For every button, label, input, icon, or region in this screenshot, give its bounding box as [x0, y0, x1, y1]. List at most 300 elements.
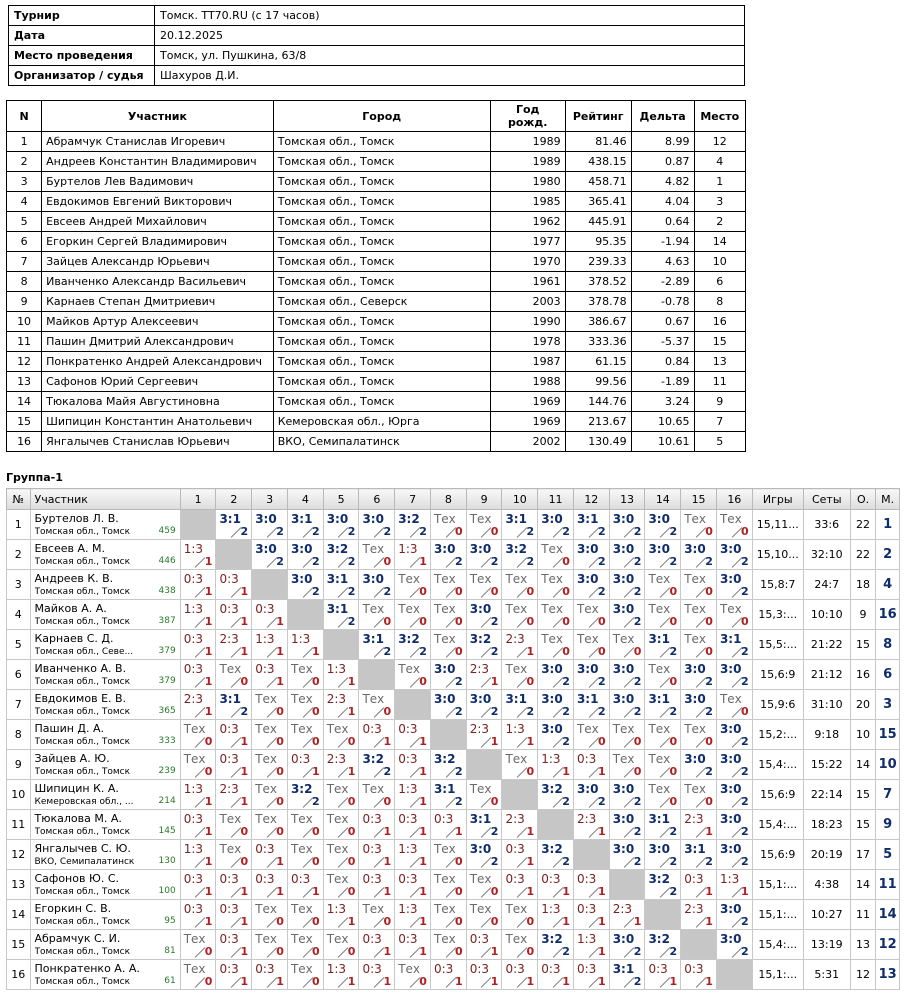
participant-cell: -2.89	[631, 272, 694, 292]
grid-row-place: 8	[876, 630, 900, 660]
match-points: 0	[705, 735, 713, 748]
diagonal-cell	[681, 930, 717, 960]
match-cell	[573, 720, 609, 750]
participants-header: Дельта	[631, 101, 694, 132]
match-points: 0	[240, 855, 249, 868]
match-cell	[681, 660, 717, 690]
participant-cell: 99.56	[565, 372, 631, 392]
match-score: 0:3	[255, 602, 275, 616]
match-cell	[287, 510, 323, 540]
participant-cell: 13	[7, 372, 42, 392]
grid-row-sets: 18:23	[803, 810, 850, 840]
match-score: Тех	[183, 752, 206, 766]
match-cell	[538, 630, 574, 660]
diagonal-cell	[573, 840, 609, 870]
grid-row-games: 15,11...	[752, 510, 803, 540]
grid-row-player	[30, 870, 180, 900]
match-score: 3:2	[541, 932, 563, 946]
match-points: 2	[669, 645, 678, 658]
match-score: 0:3	[183, 632, 203, 646]
match-cell	[645, 510, 681, 540]
grid-row-player	[30, 810, 180, 840]
participant-cell: 8.99	[631, 132, 694, 152]
grid-row-points: 15	[850, 810, 876, 840]
match-points: 1	[276, 615, 284, 628]
participant-cell: 10.65	[631, 412, 694, 432]
match-points: 2	[741, 765, 749, 778]
grid-row-games: 15,1:...	[752, 870, 803, 900]
match-cell	[287, 720, 323, 750]
match-points: 2	[669, 885, 678, 898]
match-cell	[430, 960, 466, 990]
player-rating: 379	[158, 646, 176, 656]
match-cell	[287, 900, 323, 930]
match-score: 0:3	[362, 962, 382, 976]
match-points: 0	[204, 765, 213, 778]
match-cell	[466, 840, 502, 870]
grid-header-name: Участник	[30, 489, 180, 510]
match-score: Тех	[290, 842, 313, 856]
match-score: Тех	[505, 662, 528, 676]
match-score: 1:3	[183, 782, 203, 796]
match-cell	[609, 660, 645, 690]
participant-cell: 8	[7, 272, 42, 292]
match-score: 3:0	[612, 662, 635, 676]
match-score: 3:1	[290, 512, 313, 526]
match-score: 0:3	[576, 752, 597, 766]
match-points: 2	[455, 705, 463, 718]
match-cell	[466, 510, 502, 540]
match-cell	[395, 930, 431, 960]
participant-cell: ВКО, Семипалатинск	[273, 432, 490, 452]
match-points: 2	[419, 525, 427, 538]
match-points: 2	[741, 735, 749, 748]
match-score: 3:2	[541, 782, 563, 796]
match-cell	[359, 900, 395, 930]
player-rating: 214	[158, 796, 176, 806]
match-score: 2:3	[469, 722, 489, 736]
match-cell	[502, 600, 538, 630]
match-score: Тех	[576, 632, 599, 646]
player-name: Сафонов Ю. С.	[34, 872, 120, 885]
match-cell	[323, 930, 359, 960]
match-score: 3:0	[612, 572, 635, 586]
match-points: 2	[633, 675, 642, 688]
match-score: 3:0	[612, 932, 635, 946]
match-cell	[323, 810, 359, 840]
match-score: Тех	[612, 632, 635, 646]
participant-cell: 1978	[490, 332, 565, 352]
match-points: 1	[598, 975, 606, 988]
grid-header-sets: Сеты	[803, 489, 850, 510]
match-score: Тех	[255, 752, 278, 766]
grid-row-num: 10	[7, 780, 31, 810]
info-key: Организатор / судья	[9, 66, 155, 86]
match-cell	[395, 960, 431, 990]
match-cell	[323, 510, 359, 540]
match-points: 1	[347, 705, 356, 718]
match-points: 2	[562, 795, 570, 808]
match-cell	[216, 750, 252, 780]
match-score: Тех	[648, 602, 671, 616]
match-score: 3:0	[541, 662, 563, 676]
match-cell	[216, 780, 252, 810]
grid-row-place: 12	[876, 930, 900, 960]
match-cell	[359, 870, 395, 900]
player-rating: 95	[164, 916, 176, 926]
match-score: 0:3	[541, 962, 561, 976]
match-score: Тех	[684, 512, 707, 526]
match-cell	[323, 780, 359, 810]
match-score: Тех	[433, 572, 456, 586]
match-points: 2	[347, 525, 356, 538]
grid-row-games: 15,2:...	[752, 720, 803, 750]
diagonal-cell	[609, 870, 645, 900]
match-points: 2	[633, 975, 642, 988]
match-points: 1	[347, 675, 356, 688]
match-cell	[252, 750, 288, 780]
match-score: 3:0	[433, 692, 456, 706]
grid-header-col: 14	[645, 489, 681, 510]
grid-row	[7, 810, 900, 840]
participant-cell: Карнаев Степан Дмитриевич	[42, 292, 274, 312]
match-points: 0	[455, 855, 463, 868]
match-points: 2	[598, 675, 606, 688]
match-cell	[287, 960, 323, 990]
match-score: Тех	[433, 902, 456, 916]
match-cell	[180, 840, 216, 870]
match-score: 1:3	[576, 932, 597, 946]
participant-row	[7, 332, 746, 352]
match-score: Тех	[398, 662, 421, 676]
match-cell	[645, 540, 681, 570]
match-score: 2:3	[326, 692, 346, 706]
match-score: 0:3	[398, 722, 418, 736]
match-points: 2	[633, 615, 642, 628]
match-score: 0:3	[684, 962, 704, 976]
participant-cell: 14	[7, 392, 42, 412]
match-score: Тех	[362, 542, 385, 556]
match-points: 0	[741, 615, 749, 628]
match-cell	[323, 690, 359, 720]
match-points: 1	[562, 915, 570, 928]
match-score: 3:1	[576, 692, 599, 706]
match-points: 0	[204, 735, 213, 748]
match-score: 0:3	[362, 722, 382, 736]
match-score: Тех	[290, 932, 313, 946]
diagonal-cell	[180, 510, 216, 540]
grid-row-place: 7	[876, 780, 900, 810]
match-points: 1	[204, 675, 213, 688]
match-points: 2	[633, 585, 642, 598]
match-cell	[681, 570, 717, 600]
match-cell	[430, 750, 466, 780]
match-score: Тех	[719, 602, 742, 616]
diagonal-cell	[645, 900, 681, 930]
match-cell	[287, 930, 323, 960]
participant-cell: Томская обл., Томск	[273, 212, 490, 232]
grid-row	[7, 600, 900, 630]
participant-row	[7, 132, 746, 152]
match-cell	[180, 660, 216, 690]
match-cell	[395, 810, 431, 840]
match-points: 0	[526, 615, 535, 628]
match-score: 1:3	[398, 542, 418, 556]
match-points: 1	[419, 795, 427, 808]
grid-row-place: 3	[876, 690, 900, 720]
match-cell	[395, 660, 431, 690]
grid-row	[7, 930, 900, 960]
match-points: 0	[669, 735, 678, 748]
participant-cell: Егоркин Сергей Владимирович	[42, 232, 274, 252]
match-points: 0	[276, 825, 284, 838]
match-cell	[430, 630, 466, 660]
match-points: 2	[705, 765, 713, 778]
match-cell	[430, 690, 466, 720]
match-cell	[609, 780, 645, 810]
match-score: Тех	[541, 632, 564, 646]
grid-row-player	[30, 960, 180, 990]
participants-header: Год рожд.	[490, 101, 565, 132]
match-cell	[287, 690, 323, 720]
match-score: 3:0	[684, 692, 706, 706]
match-cell	[609, 510, 645, 540]
grid-row-num: 1	[7, 510, 31, 540]
match-cell	[180, 750, 216, 780]
match-score: 3:0	[719, 542, 742, 556]
match-cell	[323, 540, 359, 570]
match-cell	[609, 720, 645, 750]
participant-cell: Томская обл., Томск	[273, 332, 490, 352]
match-score: 0:3	[505, 842, 525, 856]
match-score: Тех	[433, 932, 456, 946]
match-points: 0	[347, 855, 356, 868]
participant-cell: 0.67	[631, 312, 694, 332]
match-points: 2	[419, 645, 427, 658]
participant-row	[7, 152, 746, 172]
match-cell	[502, 630, 538, 660]
match-cell	[180, 810, 216, 840]
participant-cell: 0.64	[631, 212, 694, 232]
grid-row-place: 6	[876, 660, 900, 690]
participant-cell: Томская обл., Томск	[273, 232, 490, 252]
match-score: Тех	[433, 872, 456, 886]
match-score: 0:3	[576, 872, 597, 886]
match-cell	[430, 570, 466, 600]
grid-row-sets: 21:12	[803, 660, 850, 690]
grid-row-games: 15,4:...	[752, 930, 803, 960]
grid-row-place: 16	[876, 600, 900, 630]
match-points: 1	[347, 765, 356, 778]
grid-row-games: 15,6:9	[752, 660, 803, 690]
match-score: 1:3	[183, 602, 203, 616]
match-cell	[502, 750, 538, 780]
match-points: 1	[383, 855, 392, 868]
grid-row-games: 15,6:9	[752, 780, 803, 810]
match-score: 1:3	[326, 662, 346, 676]
match-cell	[716, 720, 752, 750]
grid-row-place: 10	[876, 750, 900, 780]
match-cell	[359, 690, 395, 720]
match-points: 0	[669, 675, 678, 688]
player-city: Кемеровская обл., ...	[34, 797, 134, 807]
grid-row-sets: 24:7	[803, 570, 850, 600]
match-score: 0:3	[183, 872, 203, 886]
grid-header-col: 8	[430, 489, 466, 510]
grid-row-points: 9	[850, 600, 876, 630]
match-points: 1	[526, 825, 535, 838]
match-cell	[216, 660, 252, 690]
grid-row-num: 15	[7, 930, 31, 960]
match-points: 0	[490, 795, 499, 808]
participant-cell: Евсеев Андрей Михайлович	[42, 212, 274, 232]
match-cell	[538, 570, 574, 600]
player-rating: 100	[158, 886, 176, 896]
match-score: Тех	[219, 662, 242, 676]
match-cell	[180, 600, 216, 630]
match-cell	[252, 960, 288, 990]
match-score: 3:0	[719, 662, 742, 676]
match-score: 0:3	[469, 932, 489, 946]
match-points: 1	[526, 855, 535, 868]
player-city: Томская обл., Томск	[34, 917, 131, 927]
match-score: 0:3	[469, 962, 489, 976]
diagonal-cell	[466, 750, 502, 780]
grid-row	[7, 630, 900, 660]
match-cell	[609, 690, 645, 720]
match-score: 0:3	[576, 902, 597, 916]
match-cell	[681, 810, 717, 840]
match-cell	[466, 540, 502, 570]
match-points: 0	[347, 735, 356, 748]
participant-cell: 378.78	[565, 292, 631, 312]
match-score: Тех	[326, 932, 349, 946]
match-points: 1	[276, 645, 284, 658]
grid-row-player	[30, 780, 180, 810]
match-points: 2	[598, 585, 606, 598]
match-points: 0	[633, 735, 642, 748]
match-score: Тех	[290, 662, 313, 676]
match-score: Тех	[290, 902, 313, 916]
match-cell	[180, 690, 216, 720]
participant-cell: 11	[694, 372, 746, 392]
match-points: 1	[598, 945, 606, 958]
participant-cell: -5.37	[631, 332, 694, 352]
match-points: 0	[455, 615, 463, 628]
match-score: 3:0	[612, 512, 635, 526]
match-score: Тех	[398, 572, 421, 586]
grid-row-num: 13	[7, 870, 31, 900]
participant-cell: Томская обл., Томск	[273, 372, 490, 392]
participant-cell: 213.67	[565, 412, 631, 432]
match-score: 3:1	[576, 512, 599, 526]
match-score: Тех	[362, 902, 385, 916]
match-cell	[466, 870, 502, 900]
grid-row-games: 15,1:...	[752, 900, 803, 930]
match-points: 2	[705, 705, 713, 718]
participant-cell: Андреев Константин Владимирович	[42, 152, 274, 172]
match-score: 0:3	[433, 812, 454, 826]
participant-cell: 1980	[490, 172, 565, 192]
match-score: 3:0	[326, 512, 349, 526]
match-cell	[287, 660, 323, 690]
grid-header-col: 13	[609, 489, 645, 510]
match-score: 3:2	[433, 752, 456, 766]
match-score: 0:3	[219, 572, 239, 586]
diagonal-cell	[359, 660, 395, 690]
info-value: Томск, ул. Пушкина, 63/8	[155, 46, 745, 66]
match-score: 2:3	[326, 752, 346, 766]
grid-header-num: №	[7, 489, 31, 510]
match-points: 2	[455, 555, 463, 568]
match-points: 2	[633, 825, 642, 838]
match-points: 1	[526, 735, 535, 748]
grid-row-place: 13	[876, 960, 900, 990]
match-points: 2	[240, 525, 249, 538]
match-points: 0	[383, 795, 392, 808]
info-value: Томск. TT70.RU (с 17 часов)	[155, 6, 745, 26]
match-cell	[573, 510, 609, 540]
match-cell	[645, 570, 681, 600]
grid-header-points: О.	[850, 489, 876, 510]
match-points: 0	[562, 615, 570, 628]
grid-row	[7, 780, 900, 810]
match-points: 2	[240, 705, 249, 718]
grid-row	[7, 690, 900, 720]
participant-cell: 144.76	[565, 392, 631, 412]
match-points: 1	[490, 675, 499, 688]
participant-cell: 365.41	[565, 192, 631, 212]
match-points: 1	[419, 735, 427, 748]
match-points: 1	[383, 825, 392, 838]
match-points: 1	[312, 645, 320, 658]
match-cell	[716, 630, 752, 660]
match-score: 1:3	[290, 632, 311, 646]
match-score: 2:3	[684, 902, 704, 916]
match-points: 0	[490, 585, 499, 598]
grid-row-points: 14	[850, 750, 876, 780]
match-score: 3:2	[326, 542, 349, 556]
match-score: 0:3	[219, 962, 239, 976]
match-cell	[180, 960, 216, 990]
match-cell	[359, 510, 395, 540]
match-cell	[180, 900, 216, 930]
match-cell	[502, 720, 538, 750]
match-cell	[645, 600, 681, 630]
match-cell	[466, 930, 502, 960]
match-cell	[573, 690, 609, 720]
player-name: Тюкалова М. А.	[34, 812, 122, 825]
match-cell	[180, 540, 216, 570]
match-points: 1	[455, 825, 463, 838]
match-points: 1	[526, 645, 535, 658]
match-score: 3:0	[719, 902, 742, 916]
match-cell	[609, 930, 645, 960]
grid-row-sets: 21:22	[803, 630, 850, 660]
match-score: 0:3	[183, 572, 203, 586]
participant-row	[7, 192, 746, 212]
match-score: 3:0	[684, 542, 706, 556]
match-cell	[645, 930, 681, 960]
match-score: 0:3	[290, 752, 311, 766]
match-points: 2	[741, 855, 749, 868]
match-cell	[395, 780, 431, 810]
match-points: 1	[705, 975, 713, 988]
match-points: 2	[562, 735, 570, 748]
match-cell	[573, 540, 609, 570]
participant-cell: 8	[694, 292, 746, 312]
match-score: 1:3	[398, 782, 418, 796]
